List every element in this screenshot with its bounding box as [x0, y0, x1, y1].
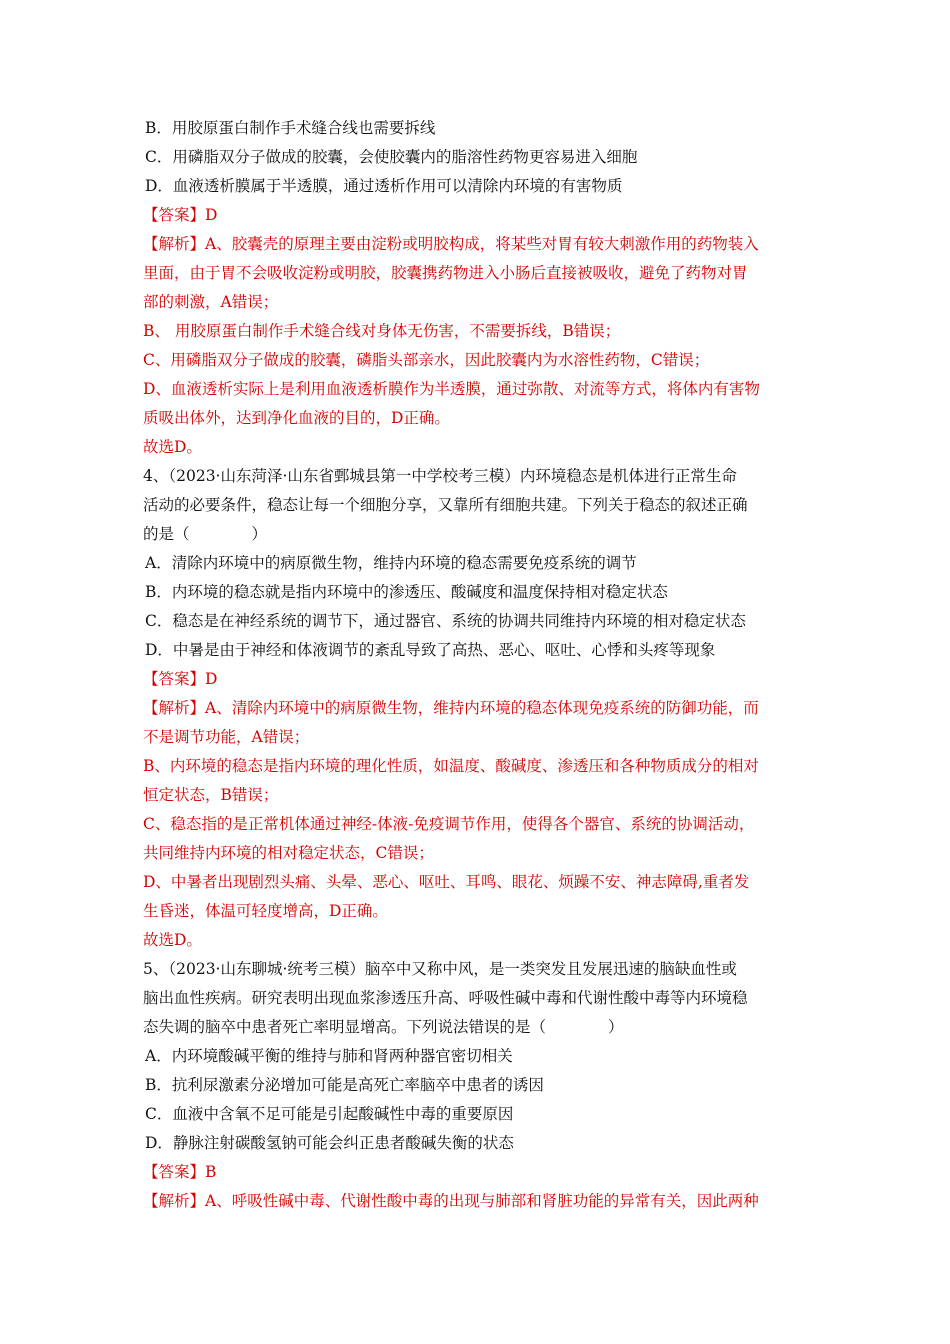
q4-stem-line: 活动的必要条件，稳态让每一个细胞分享，又靠所有细胞共建。下列关于稳态的叙述正确 [143, 496, 748, 514]
q5-analysis-line: 【解析】A、呼吸性碱中毒、代谢性酸中毒的出现与肺部和肾脏功能的异常有关，因此两种 [143, 1192, 759, 1210]
q3-option-c: C．用磷脂双分子做成的胶囊，会使胶囊内的脂溶性药物更容易进入细胞 [145, 148, 638, 166]
q3-analysis-line: B、 用胶原蛋白制作手术缝合线对身体无伤害，不需要拆线，B错误； [143, 322, 621, 340]
q4-analysis-line: 共同维持内环境的相对稳定状态，C错误； [143, 844, 434, 862]
q4-answer: 【答案】D [143, 670, 218, 688]
q5-option-a: A．内环境酸碱平衡的维持与肺和肾两种器官密切相关 [145, 1047, 513, 1065]
q4-analysis-line: C、稳态指的是正常机体通过神经-体液-免疫调节作用，使得各个器官、系统的协调活动， [143, 815, 755, 833]
q4-analysis-line: D、中暑者出现剧烈头痛、头晕、恶心、呕吐、耳鸣、眼花、烦躁不安、神志障碍,重者发 [143, 873, 750, 891]
q3-answer: 【答案】D [143, 206, 218, 224]
q4-option-c: C．稳态是在神经系统的调节下，通过器官、系统的协调共同维持内环境的相对稳定状态 [145, 612, 746, 630]
q3-analysis-line: 【解析】A、胶囊壳的原理主要由淀粉或明胶构成，将某些对胃有较大刺激作用的药物装入 [143, 235, 759, 253]
q4-option-a: A．清除内环境中的病原微生物，维持内环境的稳态需要免疫系统的调节 [145, 554, 637, 572]
q3-conclusion: 故选D。 [143, 438, 202, 456]
q3-analysis-line: 部的刺激，A错误； [143, 293, 279, 311]
q5-option-d: D．静脉注射碳酸氢钠可能会纠正患者酸碱失衡的状态 [145, 1134, 514, 1152]
q4-stem-line: 的是（ ） [143, 525, 268, 543]
q4-option-d: D．中暑是由于神经和体液调节的紊乱导致了高热、恶心、呕吐、心悸和头疼等现象 [145, 641, 716, 659]
q5-stem-line: 态失调的脑卒中患者死亡率明显增高。下列说法错误的是（ ） [143, 1018, 624, 1036]
q4-analysis-line: 生昏迷，体温可轻度增高，D正确。 [143, 902, 388, 920]
q4-analysis-line: B、内环境的稳态是指内环境的理化性质，如温度、酸碱度、渗透压和各种物质成分的相对 [143, 757, 759, 775]
q5-stem-line: 脑出血性疾病。研究表明出现血浆渗透压升高、呼吸性碱中毒和代谢性酸中毒等内环境稳 [143, 989, 748, 1007]
q3-analysis-line: 质吸出体外，达到净化血液的目的，D正确。 [143, 409, 450, 427]
q4-conclusion: 故选D。 [143, 931, 202, 949]
q3-analysis-line: C、用磷脂双分子做成的胶囊，磷脂头部亲水，因此胶囊内为水溶性药物，C错误； [143, 351, 710, 369]
q3-analysis-line: 里面，由于胃不会吸收淀粉或明胶，胶囊携药物进入小肠后直接被吸收，避免了药物对胃 [143, 264, 748, 282]
q4-stem-line: 4、（2023·山东菏泽·山东省鄄城县第一中学校考三模）内环境稳态是机体进行正常生命 [143, 467, 737, 485]
q3-analysis-line: D、血液透析实际上是利用血液透析膜作为半透膜，通过弥散、对流等方式，将体内有害物 [143, 380, 760, 398]
q5-answer: 【答案】B [143, 1163, 217, 1181]
q4-option-b: B．内环境的稳态就是指内环境中的渗透压、酸碱度和温度保持相对稳定状态 [145, 583, 668, 601]
q4-analysis-line: 【解析】A、清除内环境中的病原微生物，维持内环境的稳态体现免疫系统的防御功能，而 [143, 699, 759, 717]
q4-analysis-line: 不是调节功能，A错误； [143, 728, 310, 746]
q5-stem-line: 5、（2023·山东聊城·统考三模）脑卒中又称中风，是一类突发且发展迅速的脑缺血性或 [143, 960, 737, 978]
q4-analysis-line: 恒定状态，B错误； [143, 786, 279, 804]
q5-option-c: C．血液中含氧不足可能是引起酸碱性中毒的重要原因 [145, 1105, 514, 1123]
q5-option-b: B．抗利尿激素分泌增加可能是高死亡率脑卒中患者的诱因 [145, 1076, 544, 1094]
q3-option-d: D．血液透析膜属于半透膜，通过透析作用可以清除内环境的有害物质 [145, 177, 623, 195]
q3-option-b: B．用胶原蛋白制作手术缝合线也需要拆线 [145, 119, 436, 137]
